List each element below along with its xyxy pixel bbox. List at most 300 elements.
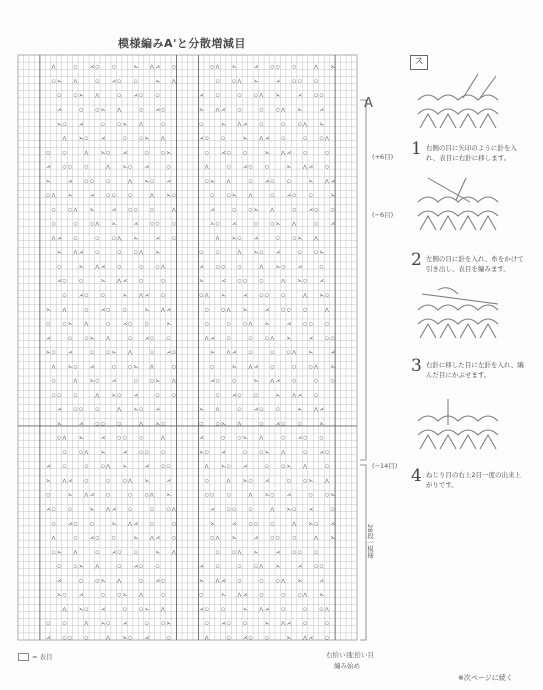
stitch-symbol: ○ [292, 364, 297, 370]
stitch-symbol: ○ [171, 193, 176, 199]
stitch-symbol: ⋌ [308, 165, 314, 171]
stitch-symbol: ⋀ [117, 407, 122, 413]
stitch-symbol: ○ [199, 293, 204, 299]
stitch-symbol: ○ [155, 93, 160, 99]
stitch-symbol: ⋌ [89, 493, 95, 499]
stitch-symbol: ⋀ [117, 279, 122, 285]
stitch-symbol: ⋋ [100, 578, 106, 584]
stitch-symbol: ○ [303, 279, 308, 285]
stitch-symbol: ⋀ [171, 507, 176, 513]
stitch-symbol: ○ [62, 293, 67, 299]
stitch-symbol: ○ [297, 122, 302, 128]
stitch-symbol: ⋀ [171, 550, 176, 556]
stitch-symbol: ⋀ [73, 250, 78, 256]
stitch-symbol: ○ [68, 207, 73, 213]
stitch-symbol: ⋀ [150, 536, 154, 542]
stitch-symbol: ⋋ [297, 578, 303, 584]
stitch-symbol: ⋋ [100, 108, 106, 114]
stitch-symbol: ○ [117, 550, 122, 556]
stitch-symbol: ○ [237, 279, 242, 285]
stitch-symbol: ○ [210, 536, 215, 542]
stitch-symbol: ○ [73, 93, 78, 99]
stitch-symbol: ⋌ [264, 307, 270, 313]
stitch-symbol: ⋋ [319, 293, 325, 299]
stitch-symbol: ⋀ [160, 607, 165, 613]
stitch-symbol: ○ [62, 621, 67, 627]
stitch-symbol: ○ [128, 507, 133, 513]
stitch-symbol: ○ [73, 65, 78, 71]
stitch-symbol: ⋀ [292, 350, 296, 356]
stitch-symbol: ○ [155, 264, 160, 270]
stitch-symbol: ⋋ [242, 136, 248, 142]
stitch-symbol: ○ [160, 150, 165, 156]
stitch-symbol: ⋀ [237, 79, 242, 85]
stitch-symbol: ⋌ [297, 436, 303, 442]
stitch-symbol: ⋀ [139, 293, 143, 299]
stitch-symbol: ⋀ [204, 635, 209, 641]
stitch-symbol: ⋀ [270, 379, 275, 385]
stitch-symbol: ○ [275, 578, 280, 584]
stitch-symbol: ⋀ [303, 165, 307, 171]
stitch-symbol: ⋋ [242, 436, 248, 442]
stitch-symbol: ○ [248, 336, 253, 342]
stitch-symbol: ⋀ [314, 236, 318, 242]
stitch-symbol: ⋀ [84, 322, 89, 328]
stitch-symbol: ⋋ [221, 421, 226, 427]
stitch-symbol: ○ [221, 607, 226, 613]
stitch-symbol: ⋌ [308, 635, 314, 641]
stitch-symbol: ○ [95, 65, 100, 71]
stitch-symbol: ⋌ [199, 93, 204, 99]
stitch-symbol: ○ [100, 122, 105, 128]
stitch-symbol: ⋀ [106, 507, 111, 513]
stitch-symbol: ⋀ [248, 322, 253, 328]
stitch-symbol: ⋀ [160, 307, 165, 313]
stitch-symbol: ○ [330, 379, 335, 385]
stitch-symbol: ⋌ [330, 179, 336, 185]
stitch-symbol: ○ [73, 564, 78, 570]
stitch-symbol: ○ [144, 150, 149, 156]
stitch-symbol: ⋀ [73, 550, 78, 556]
stitch-symbol: ⋌ [221, 578, 226, 584]
stitch-symbol: ○ [51, 550, 56, 556]
stitch-symbol: ○ [166, 165, 171, 171]
stitch-symbol: ○ [308, 322, 313, 328]
stitch-symbol: ⋋ [68, 322, 73, 328]
stitch-symbol: ○ [281, 421, 286, 427]
stitch-symbol: ○ [160, 450, 165, 456]
stitch-symbol: ○ [89, 350, 94, 356]
stitch-symbol: ⋌ [286, 322, 292, 328]
stitch-symbol: ○ [128, 364, 133, 370]
stitch-symbol: ○ [68, 336, 73, 342]
stitch-symbol: ⋌ [253, 407, 259, 413]
stitch-symbol: ⋀ [117, 108, 122, 114]
stitch-symbol: ○ [150, 350, 155, 356]
stitch-symbol: ⋌ [221, 108, 226, 114]
stitch-symbol: ○ [226, 336, 231, 342]
stitch-symbol: ⋋ [57, 550, 62, 556]
stitch-symbol: ○ [133, 550, 138, 556]
stitch-symbol: ○ [325, 336, 330, 342]
stitch-symbol: ○ [232, 550, 237, 556]
stitch-symbol: ⋋ [78, 564, 84, 570]
stitch-symbol: ⋋ [210, 521, 215, 527]
stitch-symbol: ⋋ [308, 478, 314, 484]
stitch-symbol: ○ [84, 136, 89, 142]
stitch-symbol: ⋀ [303, 593, 307, 599]
stitch-symbol: ⋋ [155, 379, 161, 385]
stitch-symbol: ○ [281, 136, 286, 142]
step-text: ねじり目の右上2目一度の出来上がりです。 [425, 471, 521, 489]
stitch-symbol: ○ [73, 236, 78, 242]
stitch-symbol: ⋌ [133, 222, 139, 228]
stitch-symbol: ○ [325, 464, 330, 470]
stitch-symbol: ⋀ [226, 478, 231, 484]
stitch-symbol: ⋋ [166, 621, 172, 627]
stitch-symbol: ○ [171, 364, 176, 370]
stitch-symbol: ⋀ [248, 493, 253, 499]
stitch-symbol: ○ [204, 322, 209, 328]
step-text: 左側の目に針を入れ、糸をかけて引き出し、表目を編みます。 [425, 255, 524, 273]
stitch-symbol: ⋀ [270, 507, 275, 513]
rows-label: 28段一模様 [366, 524, 374, 559]
stitch-symbol: ⋀ [51, 65, 56, 71]
stitch-symbol: ○ [226, 165, 231, 171]
stitch-symbol: ⋋ [57, 79, 62, 85]
stitch-symbol: ○ [259, 250, 264, 256]
stitch-symbol: ⋀ [259, 136, 264, 142]
stitch-symbol: ○ [215, 379, 220, 385]
stitch-symbol: ⋋ [210, 179, 215, 185]
stitch-symbol: ○ [62, 122, 67, 128]
stitch-symbol: ○ [270, 350, 275, 356]
stitch-symbol: ○ [248, 635, 253, 641]
stitch-symbol: ⋋ [111, 222, 117, 228]
stitch-symbol: ⋌ [57, 578, 62, 584]
stitch-symbol: ⋀ [204, 464, 209, 470]
stitch-symbol: ○ [160, 464, 165, 470]
stitch-symbol: ⋌ [122, 279, 128, 285]
stitch-symbol: ○ [259, 122, 264, 128]
stitch-symbol: ⋌ [111, 379, 117, 385]
stitch-symbol: ⋌ [68, 521, 73, 527]
stitch-symbol: ⋋ [89, 207, 95, 213]
stitch-symbol: ⋀ [106, 635, 111, 641]
stitch-symbol: ⋀ [51, 536, 56, 542]
stitch-symbol: ⋌ [297, 393, 303, 399]
stitch-symbol: ○ [215, 93, 220, 99]
illustration-1 [408, 72, 508, 142]
stitch-symbol: ⋀ [303, 122, 307, 128]
stitch-symbol: ○ [106, 179, 111, 185]
stitch-symbol: ⋀ [139, 593, 143, 599]
stitch-symbol: ⋀ [325, 136, 329, 142]
stitch-symbol: ⋋ [232, 236, 237, 242]
stitch-symbol: ○ [95, 407, 100, 413]
stitch-symbol: ⋌ [199, 564, 204, 570]
stitch-symbol: ○ [122, 307, 127, 313]
stitch-symbol: ⋌ [144, 293, 150, 299]
stitch-symbol: ○ [270, 65, 275, 71]
stitch-symbol: ⋌ [297, 564, 303, 570]
stitch-symbol: ⋀ [95, 393, 100, 399]
stitch-symbol: ⋌ [221, 150, 226, 156]
stitch-symbol: ○ [259, 421, 264, 427]
stitch-symbol: ⋀ [281, 150, 286, 156]
stitch-symbol: ⋋ [133, 364, 139, 370]
repeat-bracket [360, 100, 366, 460]
stitch-symbol: ○ [314, 550, 319, 556]
stitch-symbol: ○ [89, 521, 94, 527]
stitch-symbol: ⋋ [330, 493, 336, 499]
stitch-symbol: ○ [237, 93, 242, 99]
stitch-symbol: ⋌ [155, 108, 161, 114]
stitch-symbol: ⋋ [264, 621, 270, 627]
stitch-symbol: ○ [226, 507, 231, 513]
stitch-symbol: ⋌ [210, 507, 215, 513]
stitch-symbol: ○ [292, 536, 297, 542]
stitch-symbol: ○ [303, 136, 308, 142]
stitch-symbol: ○ [122, 436, 127, 442]
stitch-symbol: ○ [248, 179, 253, 185]
stitch-symbol: ⋀ [171, 79, 176, 85]
stitch-symbol: ⋌ [111, 207, 117, 213]
stitch-symbol: ○ [286, 350, 291, 356]
stitch-symbol: ⋌ [133, 564, 139, 570]
stitch-symbol: ⋋ [308, 179, 314, 185]
stitch-symbol: ⋋ [144, 478, 150, 484]
stitch-symbol: ⋀ [171, 379, 176, 385]
stitch-symbol: ○ [68, 507, 73, 513]
stitch-symbol: ○ [226, 621, 231, 627]
stitch-symbol: ○ [259, 593, 264, 599]
stitch-symbol: ⋀ [84, 450, 89, 456]
stitch-symbol: ○ [160, 421, 165, 427]
stitch-symbol: ⋌ [308, 507, 314, 513]
stitch-symbol: ○ [95, 236, 100, 242]
stitch-symbol: ⋀ [62, 307, 67, 313]
stitch-symbol: ⋌ [199, 436, 204, 442]
stitch-symbol: ○ [128, 322, 133, 328]
stitch-symbol: ○ [171, 65, 176, 71]
step-4 [411, 467, 526, 490]
stitch-symbol: ⋌ [57, 407, 62, 413]
stitch-symbol: ○ [46, 493, 51, 499]
stitch-symbol: ○ [242, 621, 248, 627]
stitch-symbol: ○ [160, 593, 165, 599]
stitch-symbol: ⋋ [210, 222, 215, 228]
stitch-symbol: ○ [308, 193, 313, 199]
stitch-symbol: ⋋ [78, 136, 84, 142]
stitch-symbol: ⋌ [68, 350, 73, 356]
stitch-symbol: ⋌ [89, 364, 95, 370]
stitch-symbol: ⋌ [221, 450, 226, 456]
stitch-symbol: ⋌ [166, 307, 172, 313]
stitch-symbol: ○ [226, 493, 231, 499]
stitch-symbol: ⋀ [325, 607, 329, 613]
stitch-symbol: ○ [221, 436, 226, 442]
stitch-symbol: ○ [314, 521, 319, 527]
stitch-symbol: ⋀ [95, 222, 100, 228]
stitch-symbol: ⋌ [286, 621, 292, 627]
stitch-symbol: ⋌ [89, 193, 95, 199]
stitch-symbol: ○ [281, 436, 286, 442]
stitch-symbol: ○ [117, 79, 122, 85]
stitch-symbol: ○ [270, 493, 275, 499]
stitch-symbol: ⋋ [210, 350, 215, 356]
stitch-symbol: ⋋ [155, 421, 161, 427]
stitch-symbol: ⋌ [111, 550, 117, 556]
stitch-symbol: ○ [303, 436, 308, 442]
stitch-symbol: ⋌ [78, 593, 84, 599]
stitch-symbol: ○ [62, 635, 67, 641]
stitch-symbol: ○ [248, 521, 253, 527]
stitch-symbol: ⋋ [144, 607, 150, 613]
stitch-symbol: ○ [237, 236, 242, 242]
stitch-symbol: ⋀ [281, 578, 286, 584]
stitch-symbol: ○ [308, 493, 313, 499]
stitch-symbol: ⋌ [100, 264, 106, 270]
stitch-symbol: ○ [144, 450, 149, 456]
stitch-symbol: ○ [117, 393, 122, 399]
stitch-symbol: ⋌ [330, 350, 336, 356]
stitch-symbol: ○ [166, 507, 171, 513]
stitch-symbol: ⋌ [57, 108, 62, 114]
stitch-symbol: ⋀ [84, 150, 89, 156]
stitch-symbol: ○ [204, 493, 209, 499]
stitch-symbol: ⋋ [297, 108, 303, 114]
stitch-symbol: ○ [275, 108, 280, 114]
stitch-symbol: ⋌ [297, 93, 303, 99]
left-pick-label: 左拾い目 [348, 651, 374, 659]
stitch-symbol: ○ [133, 79, 138, 85]
stitch-symbol: ○ [68, 165, 73, 171]
stitch-symbol: ⋌ [122, 322, 128, 328]
stitch-symbol: ○ [171, 350, 176, 356]
stitch-symbol: ○ [215, 564, 220, 570]
step-text: 右針に移した目に左針を入れ、編んだ目にかぶせます。 [425, 361, 524, 379]
stitch-symbol: ○ [325, 493, 330, 499]
stitch-symbol: ⋋ [199, 279, 204, 285]
stitch-symbol: ⋀ [259, 564, 264, 570]
stitch-symbol: ⋌ [232, 222, 237, 228]
stitch-symbol: ○ [139, 279, 144, 285]
stitch-symbol: ○ [237, 436, 242, 442]
stitch-symbol: ○ [117, 593, 122, 599]
stitch-symbol: ○ [106, 478, 111, 484]
stitch-symbol: ○ [95, 79, 100, 85]
stitch-symbol: ⋌ [232, 521, 237, 527]
stitch-symbol: ⋀ [215, 536, 220, 542]
stitch-symbol: ○ [62, 279, 67, 285]
stitch-symbol: ○ [117, 250, 122, 256]
stitch-symbol: ○ [221, 136, 226, 142]
stitch-symbol: ○ [215, 250, 220, 256]
stitch-symbol: ⋌ [155, 578, 161, 584]
stitch-symbol: ⋀ [259, 93, 264, 99]
stitch-symbol: ⋌ [199, 607, 204, 613]
stitch-symbol: ○ [319, 93, 324, 99]
stitch-symbol: ⋋ [253, 250, 259, 256]
stitch-symbol: ⋀ [160, 436, 165, 442]
stitch-symbol: ○ [84, 464, 89, 470]
stitch-symbol: ⋋ [330, 536, 336, 542]
stitch-symbol: ⋀ [95, 564, 100, 570]
stitch-symbol: ⋋ [133, 65, 139, 71]
stitch-symbol: ⋌ [221, 621, 226, 627]
stitch-symbol: ○ [84, 635, 89, 641]
stitch-symbol: ⋀ [128, 350, 132, 356]
stitch-symbol: ⋌ [264, 136, 270, 142]
stitch-symbol: ⋌ [242, 464, 248, 470]
stitch-symbol: ○ [111, 236, 116, 242]
stitch-symbol: ⋋ [286, 336, 292, 342]
stitch-symbol: ⋌ [319, 108, 325, 114]
stitch-symbol: ○ [155, 393, 160, 399]
stitch-symbol: ⋋ [46, 179, 51, 185]
stitch-symbol: ⋌ [78, 293, 84, 299]
stitch-symbol: ⋀ [303, 293, 307, 299]
stitch-symbol: ○ [330, 507, 335, 513]
stitch-symbol: ○ [259, 293, 264, 299]
stitch-symbol: ○ [171, 536, 176, 542]
stitch-symbol: ⋌ [122, 450, 128, 456]
stitch-symbol: ○ [171, 393, 176, 399]
stitch-symbol: ○ [122, 136, 127, 142]
stitch-symbol: ⋋ [199, 578, 204, 584]
stitch-symbol: ⋀ [237, 122, 242, 128]
stitch-symbol: ○ [248, 478, 253, 484]
stitch-symbol: ⋌ [253, 536, 259, 542]
stitch-symbol: ⋋ [242, 607, 248, 613]
stitch-symbol: ○ [215, 550, 220, 556]
stitch-symbol: ○ [226, 635, 231, 641]
stitch-symbol: ⋌ [111, 79, 117, 85]
stitch-symbol: ○ [204, 621, 209, 627]
stitch-symbol: ○ [259, 578, 264, 584]
stitch-symbol: ⋋ [253, 550, 259, 556]
stitch-symbol: ○ [292, 507, 297, 513]
stitch-symbol: ○ [242, 150, 248, 156]
stitch-symbol: ○ [264, 635, 269, 641]
stitch-symbol: ⋋ [68, 493, 73, 499]
stitch-symbol: ○ [150, 336, 155, 342]
stitch-symbol: ⋀ [51, 364, 56, 370]
stitch-symbol: ○ [270, 179, 275, 185]
stitch-symbol: ○ [46, 621, 51, 627]
stitch-symbol: ○ [204, 179, 209, 185]
stitch-symbol: ○ [84, 165, 89, 171]
stitch-symbol: ○ [171, 222, 176, 228]
stitch-symbol: ⋌ [232, 393, 237, 399]
stitch-symbol: ○ [139, 607, 144, 613]
stitch-symbol: ○ [139, 450, 144, 456]
stitch-symbol: ○ [78, 407, 83, 413]
stitch-symbol: ⋌ [210, 207, 215, 213]
stitch-symbol: ⋌ [89, 536, 95, 542]
stitch-symbol: ○ [275, 407, 280, 413]
stitch-symbol: ⋌ [100, 136, 106, 142]
stitch-symbol: ○ [51, 350, 56, 356]
stitch-symbol: ⋋ [68, 193, 73, 199]
stitch-symbol: ○ [270, 193, 275, 199]
stitch-symbol: ○ [297, 250, 302, 256]
stitch-symbol: ⋋ [199, 108, 204, 114]
stitch-symbol: ○ [150, 207, 155, 213]
stitch-symbol: ⋋ [330, 364, 336, 370]
stitch-symbol: ⋀ [117, 578, 122, 584]
